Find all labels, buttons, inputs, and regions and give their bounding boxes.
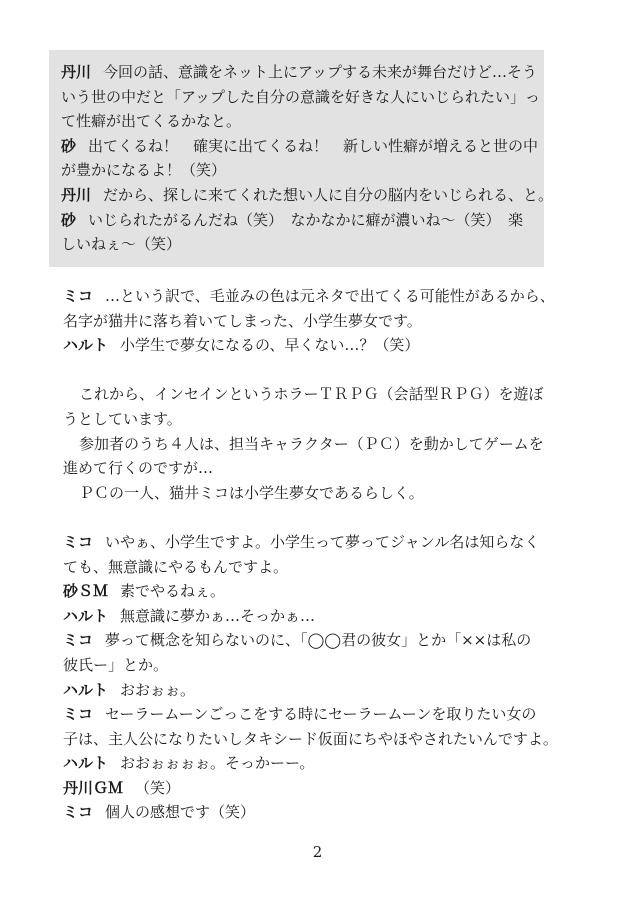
speaker-name: 砂ＳＭ — [63, 582, 109, 601]
speaker-name: ミコ — [63, 803, 94, 822]
dialogue-line — [63, 653, 543, 678]
line-text: が豊かになるよ！（笑） — [61, 161, 227, 180]
speaker-name: 砂 — [61, 136, 77, 155]
speaker-name: ミコ — [63, 705, 94, 724]
speaker-name: ハルト — [63, 754, 109, 773]
line-text: いじられたがるんだね（笑） なかなかに癖が濃いね〜（笑） 楽 — [88, 210, 524, 229]
line-text: これから、インセインというホラーＴＲＰＧ（会話型ＲＰＧ）を遊ぼ — [79, 385, 544, 404]
speaker-name: 砂 — [61, 210, 77, 229]
speaker-name: ハルト — [63, 680, 109, 699]
speaker-name: 丹川 — [61, 185, 92, 204]
dialogue-line — [63, 579, 543, 604]
blank-line — [63, 358, 543, 383]
line-text: ても、無意識にやるもんですよ。 — [63, 557, 289, 576]
dialogue-line — [63, 309, 543, 334]
dialogue-line — [63, 555, 543, 580]
dialogue-line — [63, 604, 543, 629]
dialogue-line — [63, 530, 543, 555]
line-text: いやぁ、小学生ですよ。小学生って夢ってジャンル名は知らなく — [105, 532, 540, 551]
speaker-name: 丹川 — [61, 63, 92, 81]
dialogue-line — [61, 232, 534, 257]
dialogue-line — [63, 456, 543, 481]
speaker-name: ハルト — [63, 336, 109, 355]
line-text: 小学生で夢女になるの、早くない…？（笑） — [120, 336, 420, 355]
line-text: おおぉぉ。 — [120, 680, 196, 699]
dialogue-line — [63, 751, 543, 776]
speaker-name: ミコ — [63, 631, 94, 650]
dialogue-line — [61, 109, 534, 134]
speaker-name: ハルト — [63, 606, 109, 625]
line-text: 今回の話、意識をネット上にアップする未来が舞台だけど…そう — [103, 63, 537, 81]
line-text: 素でやるねぇ。 — [120, 582, 226, 601]
line-text: 無意識に夢かぁ…そっかぁ… — [120, 606, 316, 625]
main-dialogue — [63, 284, 558, 825]
dialogue-line — [63, 481, 543, 506]
line-text: おおぉぉぉぉ。そっかーー。 — [120, 754, 315, 773]
line-text: 進めて行くのですが… — [63, 459, 214, 478]
dialogue-line — [63, 382, 543, 407]
line-text: 子は、主人公になりたいしタキシード仮面にちやほやされたいんですよ。 — [63, 729, 558, 748]
line-text: 参加者のうち４人は、担当キャラクター（ＰＣ）を動かしてゲームを — [79, 434, 544, 453]
line-text: ＰＣの一人、猫井ミコは小学生夢女であるらしく。 — [79, 483, 424, 502]
dialogue-line — [61, 183, 554, 208]
shaded-dialogue-box — [49, 50, 554, 267]
line-text: 夢って概念を知らないのに、「◯◯君の彼女」とか「××は私の — [105, 631, 532, 650]
dialogue-line — [61, 85, 540, 110]
line-text: （笑） — [135, 778, 181, 797]
speaker-name: ミコ — [63, 287, 94, 305]
line-text: 彼氏ー」とか。 — [63, 655, 169, 674]
dialogue-line — [63, 432, 543, 457]
speaker-name: ミコ — [63, 532, 94, 551]
dialogue-line — [61, 158, 534, 183]
dialogue-line — [61, 60, 537, 85]
speaker-name: 丹川ＧＭ — [63, 778, 124, 797]
dialogue-line — [61, 134, 539, 159]
page-number: 2 — [312, 843, 323, 861]
dialogue-line — [63, 702, 543, 727]
dialogue-line — [61, 208, 534, 233]
dialogue-line — [63, 800, 543, 825]
line-text: いう世の中だと「アップした自分の意識を好きな人にいじられたい」っ — [61, 87, 540, 106]
line-text: うとしています。 — [63, 409, 182, 428]
line-text: 名字が猫井に落ち着いてしまった、小学生夢女です。 — [63, 311, 422, 330]
line-text: て性癖が出てくるかなと。 — [61, 112, 242, 131]
line-text: セーラームーンごっこをする時にセーラームーンを取りたい女の — [105, 705, 537, 724]
line-text: 出てくるね！ 確実に出てくるね！ 新しい性癖が増えると世の中 — [88, 136, 539, 155]
dialogue-line — [63, 333, 543, 358]
line-text: 個人の感想です（笑） — [105, 803, 256, 822]
line-text: …という訳で、毛並みの色は元ネタで出てくる可能性があるから、 — [105, 287, 555, 305]
blank-line — [63, 505, 543, 530]
dialogue-line — [63, 776, 543, 801]
dialogue-line — [63, 407, 543, 432]
line-text: しいねぇ〜（笑） — [61, 235, 182, 254]
line-text: だから、探しに来てくれた想い人に自分の脳内をいじられる、と。 — [103, 185, 554, 204]
dialogue-line — [63, 678, 543, 703]
dialogue-line — [63, 284, 555, 309]
dialogue-line — [63, 628, 543, 653]
dialogue-line — [63, 727, 558, 752]
